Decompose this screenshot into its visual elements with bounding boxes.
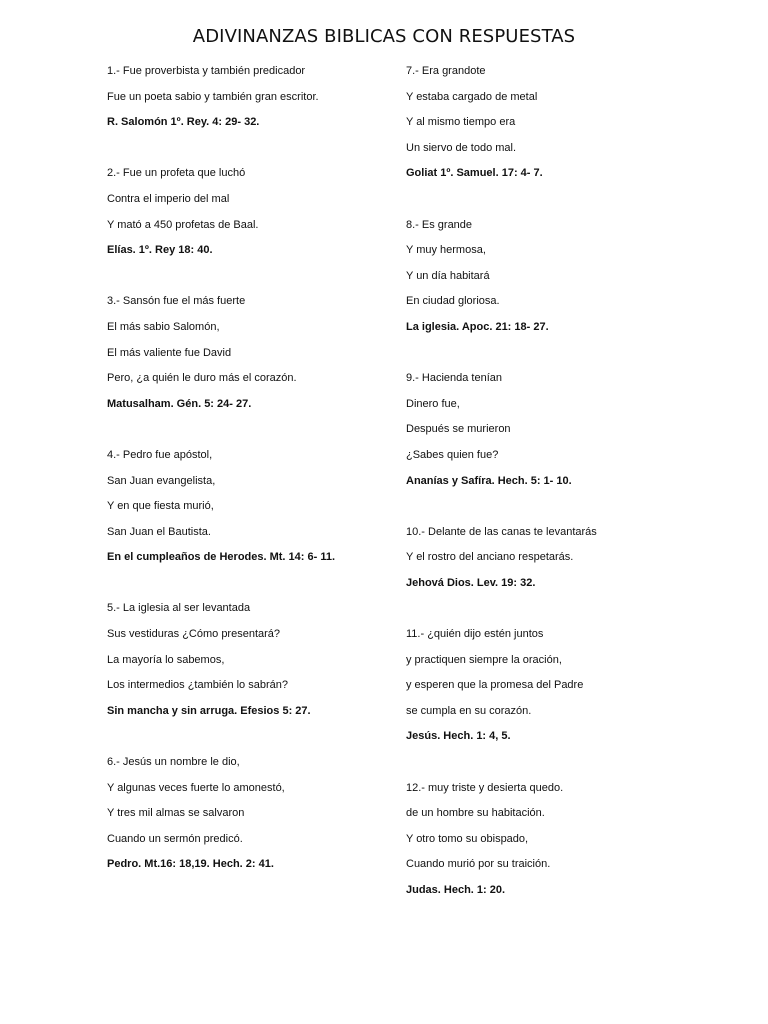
riddle-line: Y al mismo tiempo era <box>406 116 516 129</box>
riddle-line: La mayoría lo sabemos, <box>107 653 225 666</box>
riddle-line: Y mató a 450 profetas de Baal. <box>107 218 259 231</box>
riddle-question-line: 11.- ¿quién dijo estén juntos <box>406 628 544 641</box>
riddle-line: Dinero fue, <box>406 397 460 410</box>
riddle-line: En ciudad gloriosa. <box>406 295 500 308</box>
riddle-line: El más sabio Salomón, <box>107 320 220 333</box>
riddle-block <box>406 520 706 597</box>
riddle-line: Fue un poeta sabio y también gran escritor. <box>107 90 319 103</box>
riddle-question-line: 2.- Fue un profeta que luchó <box>107 167 246 180</box>
riddle-answer: Matusalham. Gén. 5: 24- 27. <box>107 397 252 410</box>
riddle-block <box>406 776 706 904</box>
riddle-line: Un siervo de todo mal. <box>406 141 517 154</box>
left-column <box>107 59 387 904</box>
riddle-line: San Juan evangelista, <box>107 474 216 487</box>
riddle-question-line: 1.- Fue proverbista y también predicador <box>107 65 306 77</box>
riddle-question-line: 4.- Pedro fue apóstol, <box>107 448 213 461</box>
riddle-question-line: 12.- muy triste y desierta quedo. <box>406 781 564 794</box>
riddle-line: Pero, ¿a quién le duro más el corazón. <box>107 372 297 385</box>
riddle-block <box>406 622 706 750</box>
riddle-line: Y el rostro del anciano respetarás. <box>406 551 574 564</box>
riddle-answer: La iglesia. Apoc. 21: 18- 27. <box>406 320 549 333</box>
riddle-question-line: 7.- Era grandote <box>406 65 486 77</box>
riddle-line: Contra el imperio del mal <box>107 192 230 205</box>
riddle-line: ¿Sabes quien fue? <box>406 448 499 461</box>
riddle-block <box>107 443 387 571</box>
riddle-block <box>406 213 706 341</box>
riddle-line: Y muy hermosa, <box>406 244 486 257</box>
riddle-line: Y tres mil almas se salvaron <box>107 807 245 820</box>
right-column <box>406 59 706 929</box>
riddle-line: Cuando murió por su traición. <box>406 858 551 871</box>
riddle-block <box>107 161 387 263</box>
riddle-block <box>107 750 387 878</box>
riddle-line: y practiquen siempre la oración, <box>406 653 562 666</box>
riddle-line: Sus vestiduras ¿Cómo presentará? <box>107 628 281 641</box>
riddle-answer: Pedro. Mt.16: 18,19. Hech. 2: 41. <box>107 858 274 871</box>
riddle-answer: Ananías y Safíra. Hech. 5: 1- 10. <box>406 474 572 487</box>
riddle-line: Y un día habitará <box>406 269 490 282</box>
riddle-line: Y otro tomo su obispado, <box>406 832 529 845</box>
riddle-question-line: 8.- Es grande <box>406 218 473 231</box>
riddle-line: San Juan el Bautista. <box>107 525 211 538</box>
riddle-line: de un hombre su habitación. <box>406 807 545 820</box>
riddle-question-line: 6.- Jesús un nombre le dio, <box>107 756 240 769</box>
riddle-question-line: 9.- Hacienda tenían <box>406 372 503 385</box>
page-title: ADIVINANZAS BIBLICAS CON RESPUESTAS <box>192 26 576 47</box>
riddle-answer: Jesús. Hech. 1: 4, 5. <box>406 730 511 743</box>
riddle-question-line: 5.- La iglesia al ser levantada <box>107 602 251 615</box>
riddle-line: y esperen que la promesa del Padre <box>406 679 584 692</box>
riddle-answer: Goliat 1º. Samuel. 17: 4- 7. <box>406 167 543 180</box>
riddle-answer: Jehová Dios. Lev. 19: 32. <box>406 576 536 589</box>
riddle-answer: Judas. Hech. 1: 20. <box>406 884 506 896</box>
riddle-line: Cuando un sermón predicó. <box>107 832 243 845</box>
riddle-line: Y algunas veces fuerte lo amonestó, <box>107 781 285 794</box>
riddle-line: Y estaba cargado de metal <box>406 90 538 103</box>
riddle-answer: Sin mancha y sin arruga. Efesios 5: 27. <box>107 704 311 717</box>
riddle-line: Después se murieron <box>406 423 511 436</box>
riddle-question-line: 10.- Delante de las canas te levantarás <box>406 525 597 538</box>
riddle-block <box>406 59 706 187</box>
riddle-answer: Elías. 1º. Rey 18: 40. <box>107 244 213 257</box>
riddle-answer: En el cumpleaños de Herodes. Mt. 14: 6- 11. <box>107 551 336 564</box>
riddle-block <box>406 366 706 494</box>
riddle-question-line: 3.- Sansón fue el más fuerte <box>107 295 246 308</box>
riddle-line: Y en que fiesta murió, <box>107 500 214 513</box>
riddle-line: Los intermedios ¿también lo sabrán? <box>107 679 288 692</box>
riddle-block <box>107 289 387 417</box>
riddle-block <box>107 596 387 724</box>
riddle-answer: R. Salomón 1º. Rey. 4: 29- 32. <box>107 116 260 129</box>
riddle-line: El más valiente fue David <box>107 346 232 359</box>
riddle-line: se cumpla en su corazón. <box>406 704 532 717</box>
riddle-block <box>107 59 387 136</box>
